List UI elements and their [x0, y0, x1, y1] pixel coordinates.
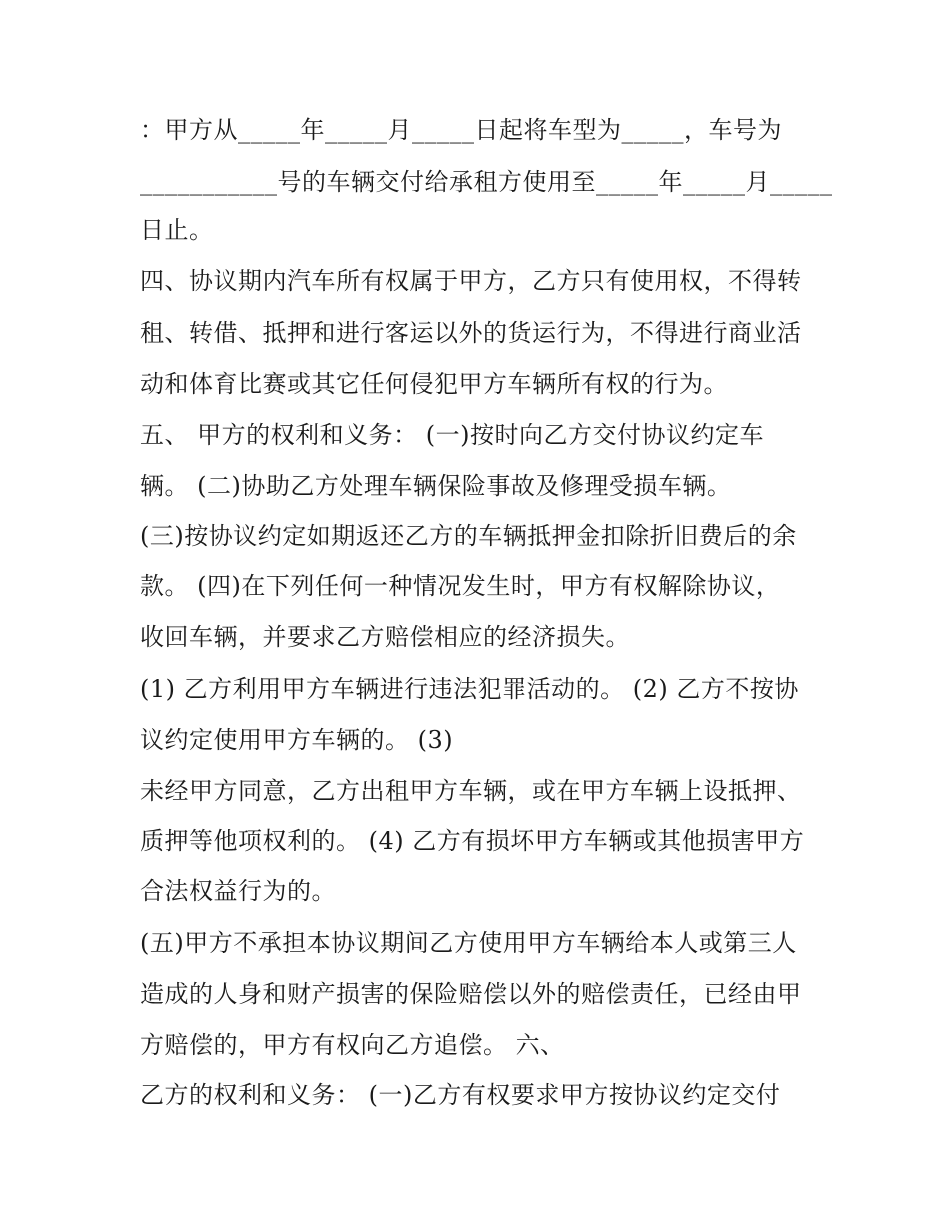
text-line: 造成的人身和财产损害的保险赔偿以外的赔偿责任，已经由甲: [140, 980, 802, 1008]
text-line: 四、协议期内汽车所有权属于甲方，乙方只有使用权，不得转: [140, 267, 802, 295]
text-line: 款。 (四)在下列任何一种情况发生时，甲方有权解除协议，: [140, 572, 781, 600]
text-line: 议约定使用甲方车辆的。 (3): [140, 726, 454, 754]
text-line: 合法权益行为的。: [140, 877, 336, 905]
text-line: (三)按协议约定如期返还乙方的车辆抵押金扣除折旧费后的余: [140, 522, 797, 550]
text-line: 方赔偿的，甲方有权向乙方追偿。 六、: [140, 1031, 565, 1059]
text-line: ：甲方从_____年_____月_____日起将车型为_____，车号为: [140, 116, 782, 144]
text-line: (五)甲方不承担本协议期间乙方使用甲方车辆给本人或第三人: [140, 929, 797, 957]
text-line: 未经甲方同意，乙方出租甲方车辆，或在甲方车辆上设抵押、: [140, 777, 802, 805]
text-line: 质押等他项权利的。 (4) 乙方有损坏甲方车辆或其他损害甲方: [140, 827, 805, 855]
text-line: ___________号的车辆交付给承租方使用至_____年_____月_____: [140, 168, 833, 196]
text-line: 租、转借、抵押和进行客运以外的货运行为，不得进行商业活: [140, 319, 802, 347]
text-line: 辆。 (二)协助乙方处理车辆保险事故及修理受损车辆。: [140, 472, 732, 500]
text-line: (1) 乙方利用甲方车辆进行违法犯罪活动的。 (2) 乙方不按协: [140, 675, 799, 703]
text-line: 收回车辆，并要求乙方赔偿相应的经济损失。: [140, 623, 630, 651]
text-line: 日止。: [140, 216, 214, 244]
text-line: 动和体育比赛或其它任何侵犯甲方车辆所有权的行为。: [140, 370, 728, 398]
text-line: 五、 甲方的权利和义务： (一)按时向乙方交付协议约定车: [140, 421, 764, 449]
text-line: 乙方的权利和义务： (一)乙方有权要求甲方按协议约定交付: [140, 1081, 781, 1109]
